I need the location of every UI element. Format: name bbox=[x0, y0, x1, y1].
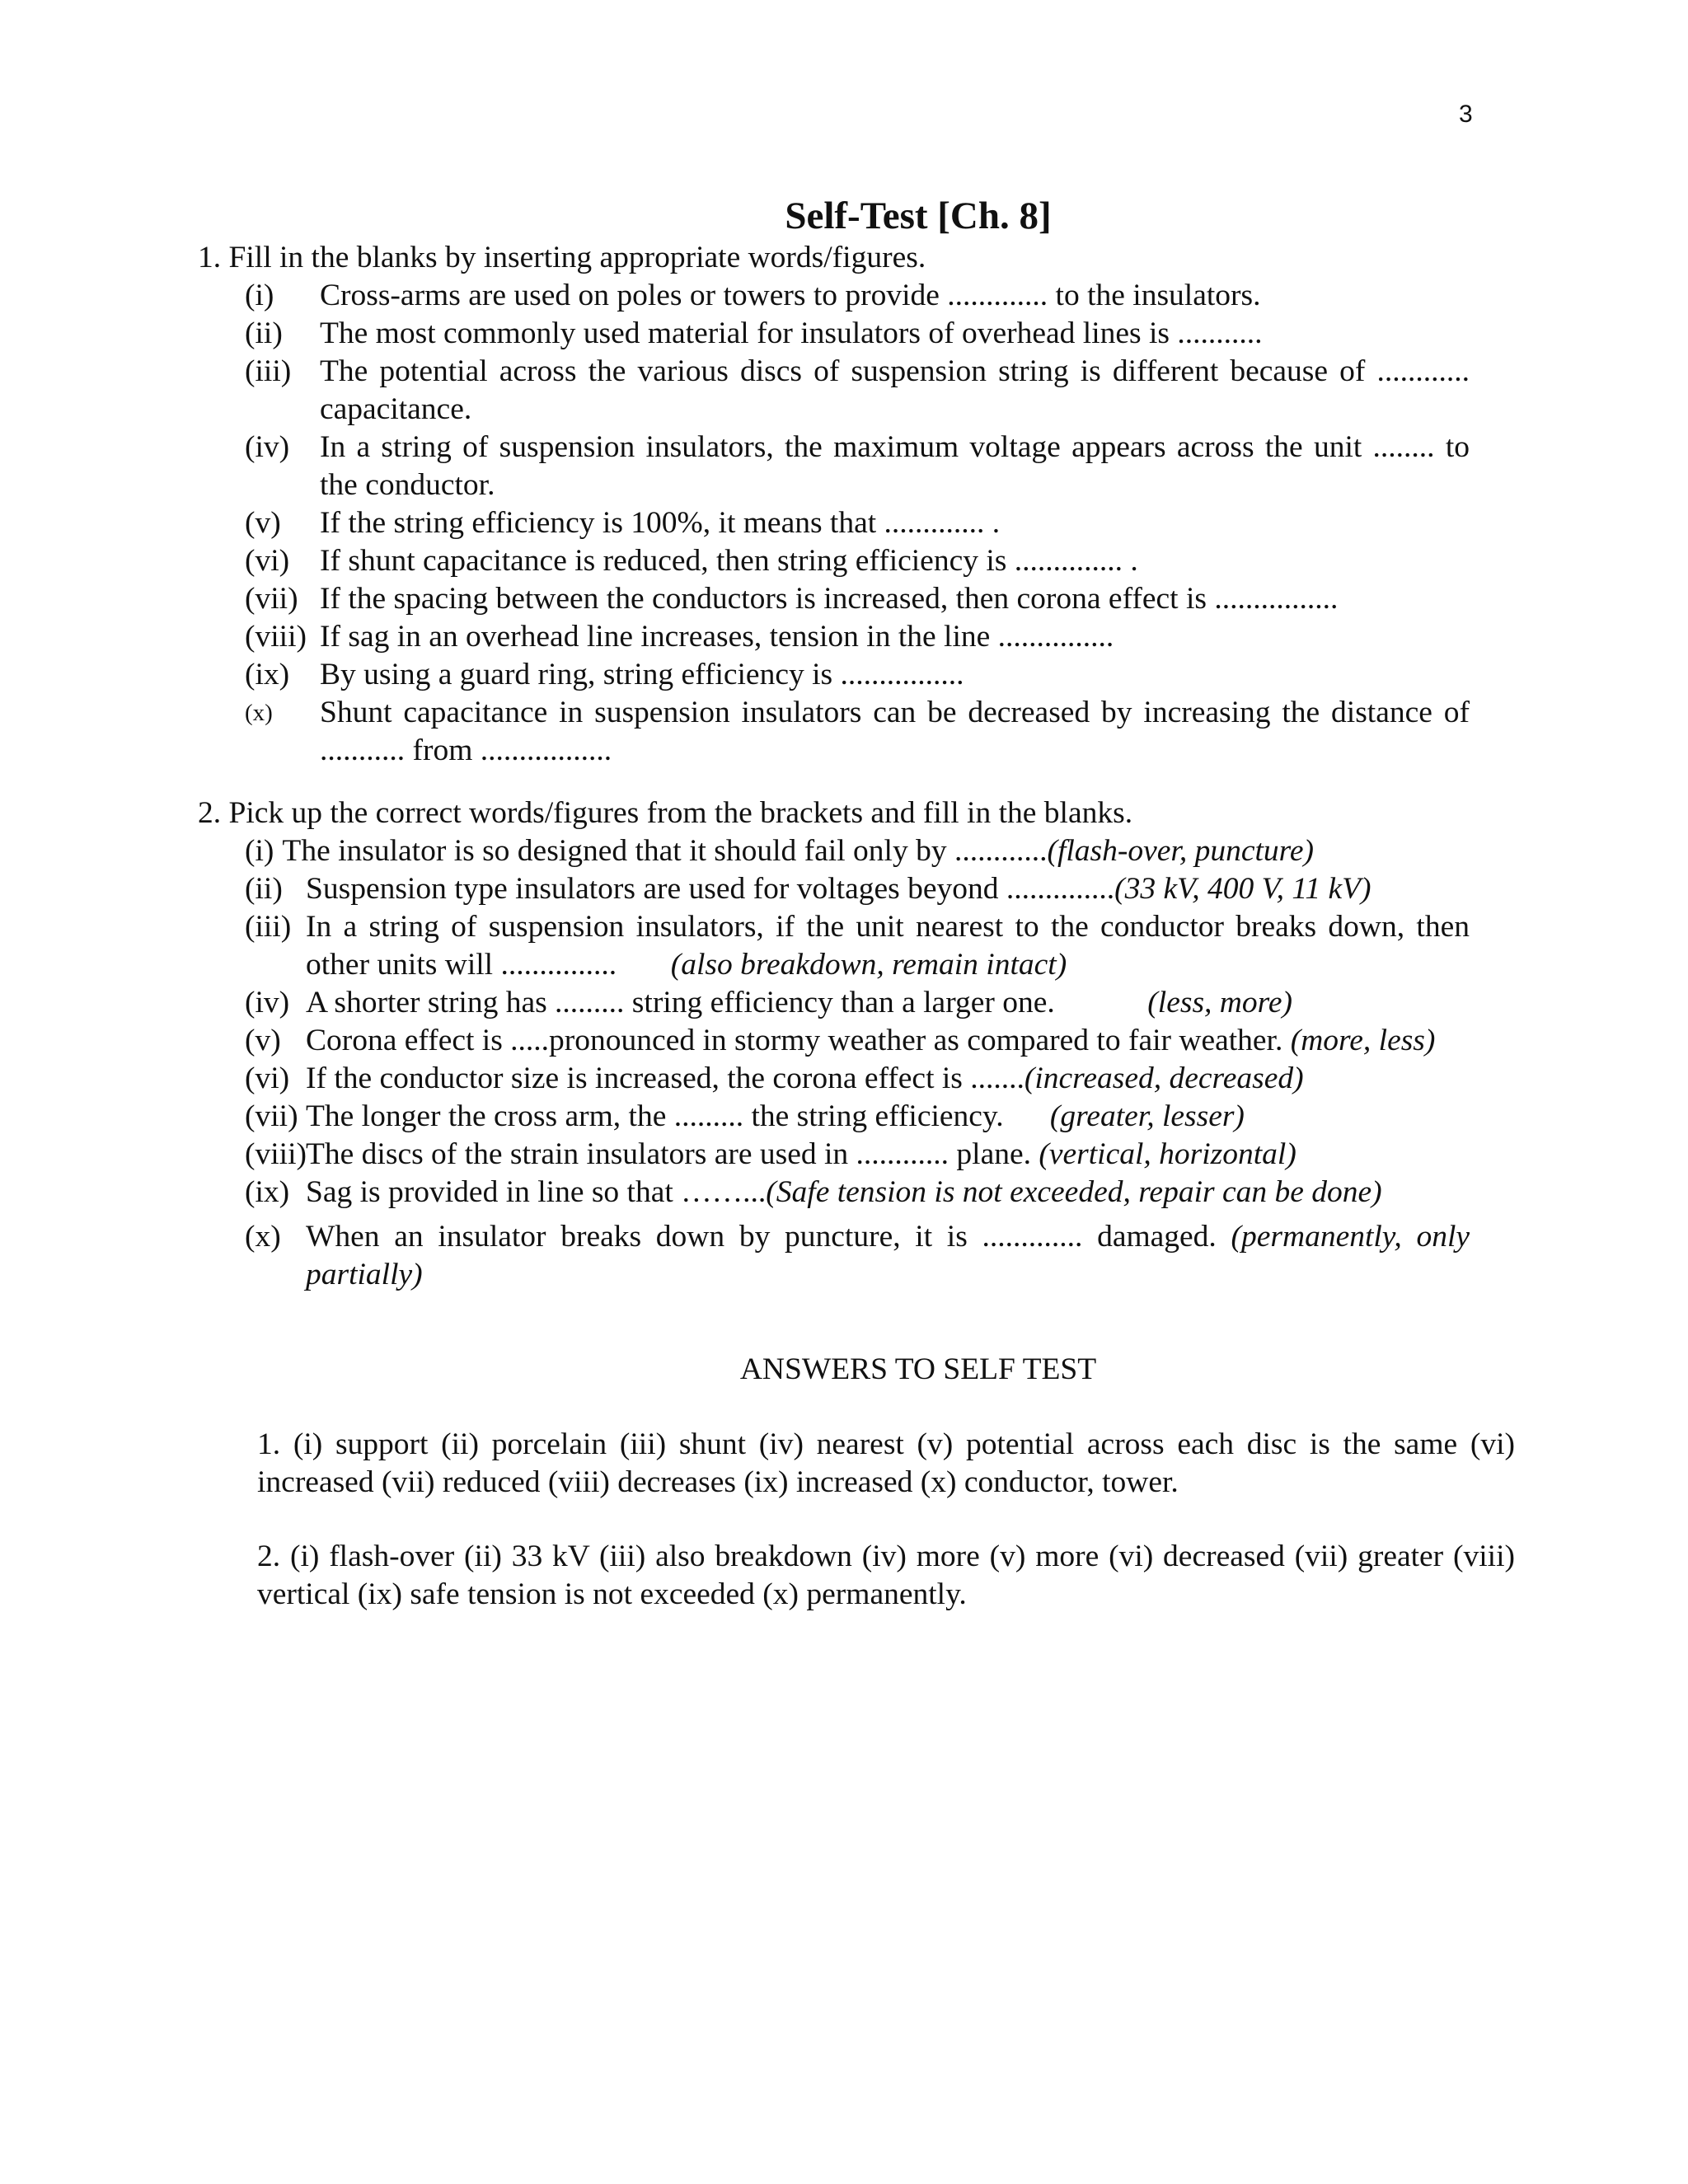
list-item bbox=[0, 315, 1688, 353]
list-item bbox=[0, 277, 1688, 315]
item-number: (viii) bbox=[245, 1137, 307, 1171]
list-item bbox=[0, 984, 1688, 1022]
list-item bbox=[0, 656, 1688, 694]
list-item bbox=[0, 1136, 1688, 1174]
item-text: The insulator is so designed that it should fail only by ............ bbox=[282, 834, 1048, 868]
list-item bbox=[0, 908, 1688, 984]
item-text: A shorter string has ......... string efficiency than a larger one. bbox=[306, 986, 1055, 1019]
question-2-items bbox=[0, 832, 1688, 1294]
item-text: The discs of the strain insulators are used in ............ plane. bbox=[306, 1137, 1032, 1171]
item-text: If sag in an overhead line increases, tension in the line ............... bbox=[320, 620, 1114, 654]
question-1-items bbox=[0, 277, 1688, 770]
item-number: (iii) bbox=[245, 910, 292, 944]
list-item bbox=[0, 832, 1688, 870]
list-item bbox=[0, 1022, 1688, 1060]
list-item bbox=[0, 580, 1688, 618]
page-title: Self-Test [Ch. 8] bbox=[785, 194, 1052, 237]
list-item bbox=[0, 1174, 1688, 1212]
item-number: (i) bbox=[245, 279, 274, 312]
answer-2 bbox=[257, 1538, 1515, 1614]
item-text: In a string of suspension insulators, if the unit nearest to the conductor breaks down, then other units will ............... bbox=[306, 910, 1470, 982]
question-1-heading: 1. Fill in the blanks by inserting appropriate words/figures. bbox=[198, 241, 926, 274]
list-item bbox=[0, 429, 1688, 504]
list-item bbox=[0, 694, 1688, 770]
item-text: In a string of suspension insulators, the maximum voltage appears across the unit ........ to the conductor. bbox=[320, 430, 1470, 502]
item-text: The potential across the various discs of suspension string is different because of ............ capacitance. bbox=[320, 354, 1470, 426]
list-item bbox=[0, 1098, 1688, 1136]
list-item bbox=[0, 1218, 1688, 1294]
item-number: (ix) bbox=[245, 1175, 290, 1209]
item-number: (ii) bbox=[245, 872, 283, 906]
item-text: Shunt capacitance in suspension insulators can be decreased by increasing the distance of ........... from ................. bbox=[320, 696, 1470, 767]
answers-heading: ANSWERS TO SELF TEST bbox=[739, 1352, 1097, 1386]
item-number: (vii) bbox=[245, 1099, 298, 1133]
item-number: (ii) bbox=[245, 316, 283, 350]
item-options: (Safe tension is not exceeded, repair can be done) bbox=[766, 1175, 1382, 1209]
item-options: (flash-over, puncture) bbox=[1047, 834, 1314, 868]
item-options: (permanently, only partially) bbox=[306, 1220, 1470, 1291]
item-options: (greater, lesser) bbox=[1049, 1099, 1245, 1133]
item-text: The longer the cross arm, the ......... the string efficiency. bbox=[306, 1099, 1004, 1133]
item-text: If the conductor size is increased, the corona effect is ....... bbox=[306, 1062, 1025, 1095]
item-text: If the string efficiency is 100%, it means that ............. . bbox=[320, 506, 1001, 540]
answer-2-text: 2. (i) flash-over (ii) 33 kV (iii) also breakdown (iv) more (v) more (vi) decreased (vii) greater (viii) vertical (ix) safe tension is not exceeded (x) permanently. bbox=[257, 1540, 1515, 1611]
item-options: (also breakdown, remain intact) bbox=[670, 948, 1067, 982]
list-item bbox=[0, 504, 1688, 542]
item-number: (v) bbox=[245, 1024, 281, 1057]
item-text: Corona effect is .....pronounced in stormy weather as compared to fair weather. bbox=[306, 1024, 1283, 1057]
item-number: (i) bbox=[245, 834, 274, 868]
item-text: The most commonly used material for insulators of overhead lines is ........... bbox=[320, 316, 1263, 350]
item-text: When an insulator breaks down by puncture, it is ............. damaged. bbox=[306, 1220, 1217, 1254]
item-text: Suspension type insulators are used for voltages beyond .............. bbox=[306, 872, 1115, 906]
item-text: By using a guard ring, string efficiency is ................ bbox=[320, 658, 964, 691]
item-options: (more, less) bbox=[1290, 1024, 1436, 1057]
item-number: (vi) bbox=[245, 544, 290, 578]
item-text: If the spacing between the conductors is increased, then corona effect is ................ bbox=[320, 582, 1339, 616]
item-number: (ix) bbox=[245, 658, 290, 691]
item-number: (vi) bbox=[245, 1062, 290, 1095]
item-number: (viii) bbox=[245, 620, 307, 654]
answer-1-text: 1. (i) support (ii) porcelain (iii) shunt (iv) nearest (v) potential across each disc is the same (vi) increased (vii) reduced (viii) decreases (ix) increased (x) conductor, tower. bbox=[257, 1427, 1515, 1499]
list-item bbox=[0, 618, 1688, 656]
item-number: (x) bbox=[245, 1220, 281, 1254]
list-item bbox=[0, 353, 1688, 429]
question-2-heading: 2. Pick up the correct words/figures from the brackets and fill in the blanks. bbox=[198, 796, 1133, 830]
item-options: (less, more) bbox=[1147, 986, 1292, 1019]
item-number: (v) bbox=[245, 506, 281, 540]
item-text: Sag is provided in line so that ……... bbox=[306, 1175, 767, 1209]
item-number: (x) bbox=[245, 700, 273, 726]
list-item bbox=[0, 870, 1688, 908]
item-number: (iv) bbox=[245, 430, 290, 464]
item-number: (iv) bbox=[245, 986, 290, 1019]
item-number: (iii) bbox=[245, 354, 292, 388]
item-options: (33 kV, 400 V, 11 kV) bbox=[1114, 872, 1372, 906]
item-options: (vertical, horizontal) bbox=[1039, 1137, 1296, 1171]
item-text: Cross-arms are used on poles or towers to provide ............. to the insulators. bbox=[320, 279, 1261, 312]
item-options: (increased, decreased) bbox=[1024, 1062, 1304, 1095]
item-text: If shunt capacitance is reduced, then string efficiency is .............. . bbox=[320, 544, 1138, 578]
answer-1 bbox=[257, 1426, 1515, 1502]
list-item bbox=[0, 542, 1688, 580]
page-number: 3 bbox=[1459, 101, 1473, 128]
item-number: (vii) bbox=[245, 582, 298, 616]
list-item bbox=[0, 1060, 1688, 1098]
